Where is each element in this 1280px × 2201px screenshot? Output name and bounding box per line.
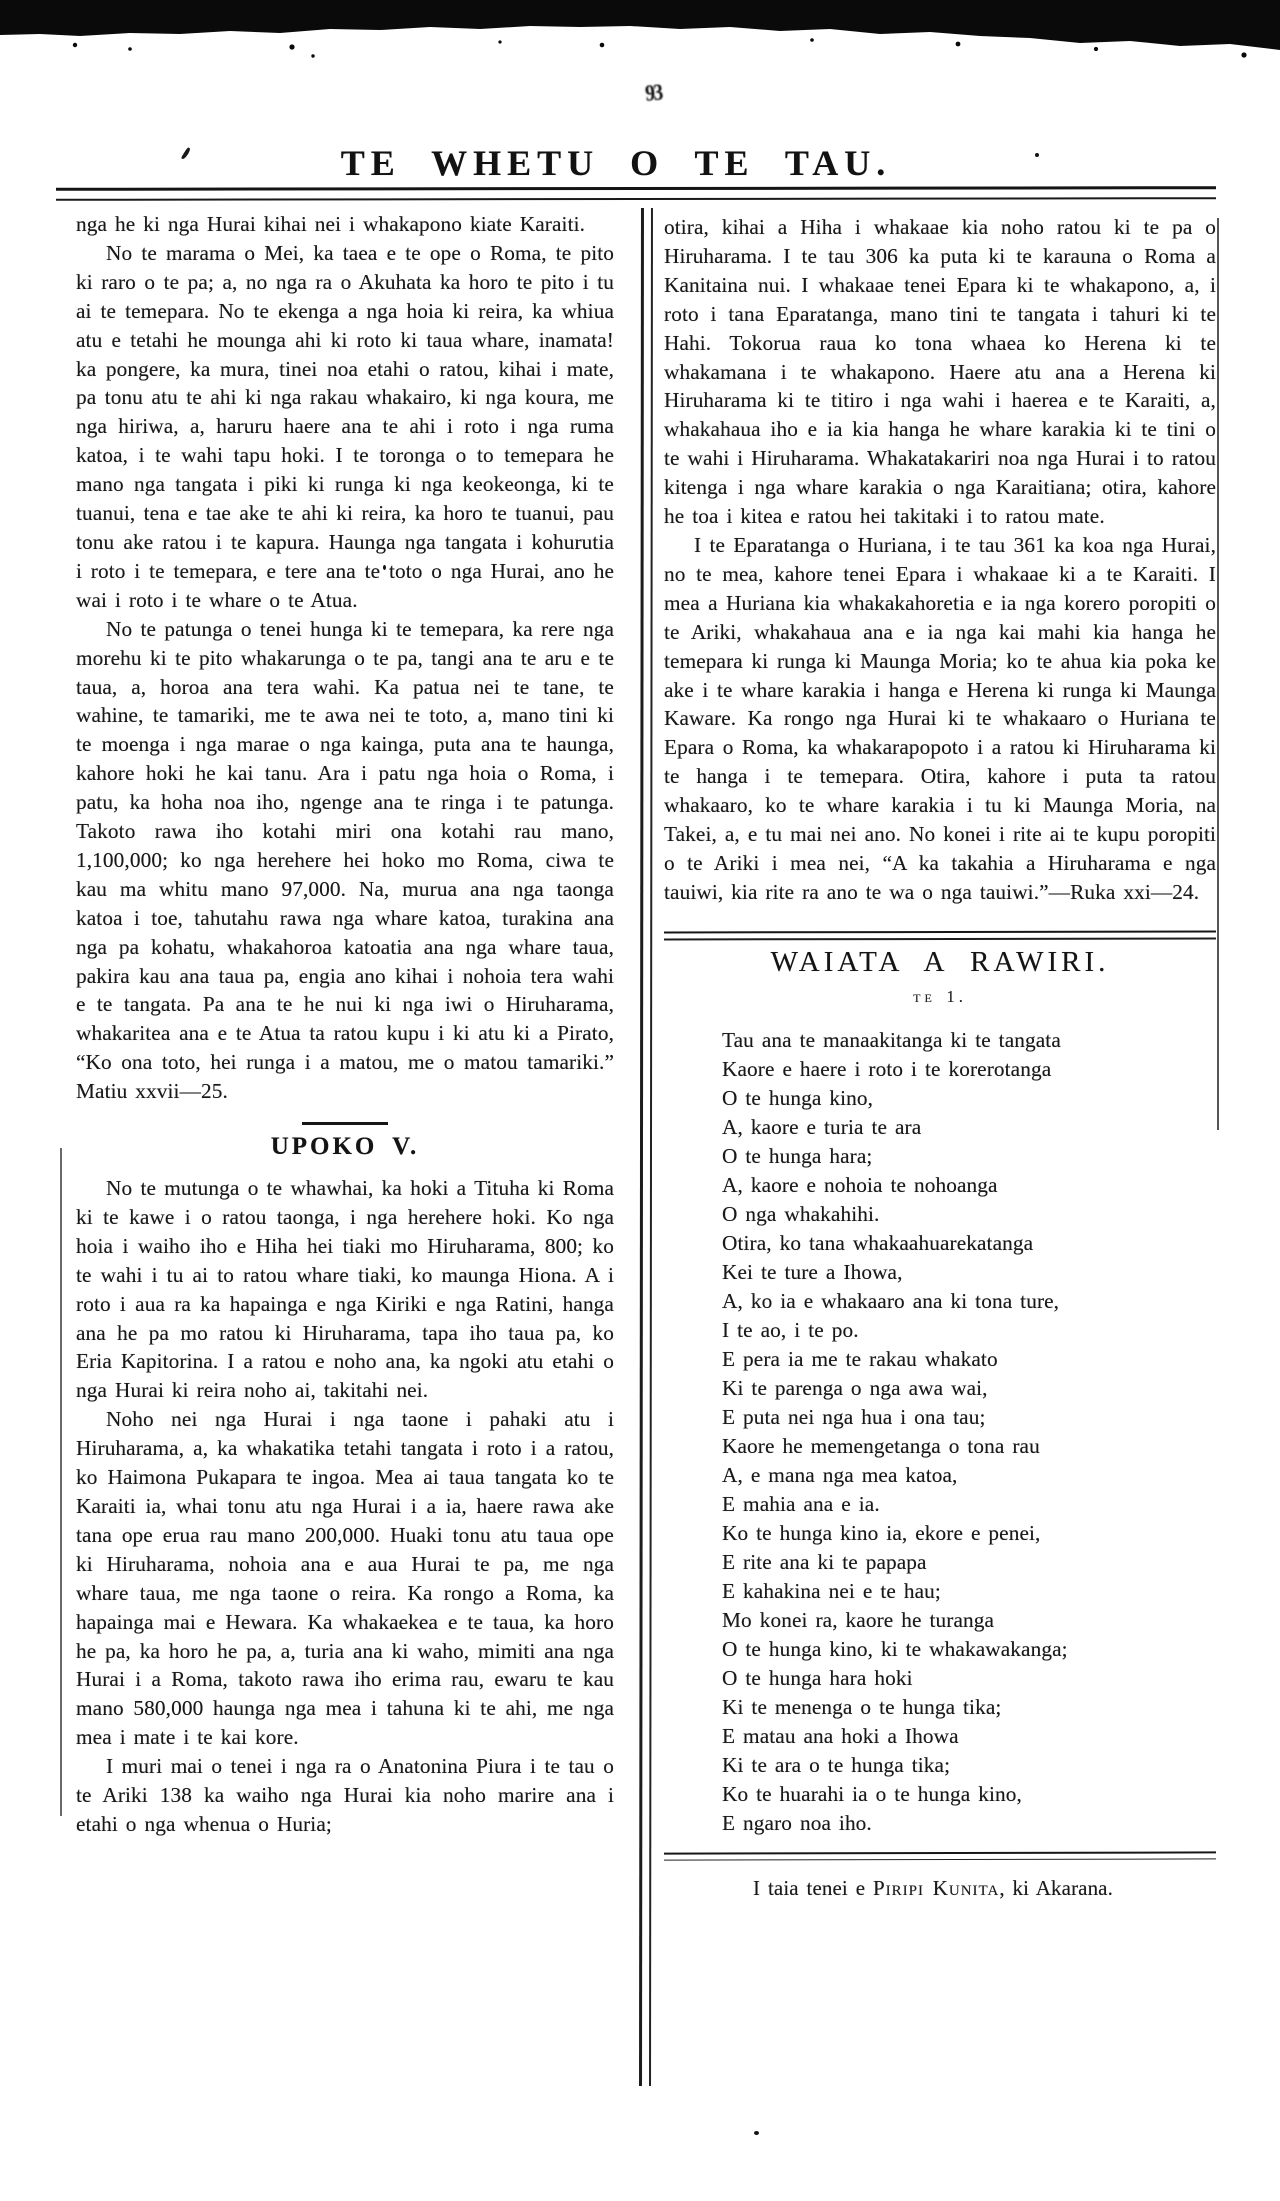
poem-line: Ki te ara o te hunga tika; bbox=[722, 1752, 951, 1777]
printer-name: Piripi Kunita bbox=[872, 1875, 1000, 1900]
poem-line: A, e mana nga mea katoa, bbox=[722, 1462, 958, 1487]
poem-line: E rite ana ki te papapa bbox=[722, 1549, 927, 1574]
poem-line: I te ao, i te po. bbox=[722, 1317, 859, 1342]
paragraph: otira, kihai a Hiha i whakaae kia noho ratou ki te pa o Hiruharama. I te tau 306 ka puta ki te karauna o Roma a Kanitaina nui. I whakaae tenei Epara ki te whakapono, a, i roto i tana Eparatanga, mano tini te tangata i tahuri ki te Hahi. Tokorua raua ko tona whaea ko Herena ki te whakamana i te whakapono. Haere atu ana a Herena ki Hiruharama ki te titiro i nga wahi i haerea e te Karaiti, a, whakahaua iho e ia kia hanga he whare karakia ki te tini o te wahi i Hiruharama. Whakatakariri noa nga Hurai i to ratou kitenga i nga whare karakia o nga Karaitiana; otira, kahore he toa i kitea e ratou hei takitaki i to ratou mate. bbox=[664, 215, 1216, 529]
poem-line: Kaore he memengetanga o tona rau bbox=[722, 1433, 1040, 1458]
colophon-double-rule bbox=[664, 1851, 1216, 1860]
left-column-paragraphs bbox=[76, 210, 614, 1106]
poem-line: Ki te parenga o nga awa wai, bbox=[722, 1375, 988, 1400]
poem-line: O te hunga hara hoki bbox=[722, 1665, 913, 1690]
column-divider-rule bbox=[649, 208, 653, 2086]
paragraph: No te marama o Mei, ka taea e te ope o Roma, te pito ki raro o te pa; a, no nga ra o Akuhata ka horo te pito i tu ai te temepara. No te ekenga a nga hoia ki reira, ka whiua atu e tetahi he mounga ahi ki roto ki taua whare, inamata! ka pongere, ka mura, tinei noa etahi o ratou, kihai i mate, pa tonu atu te ahi ki nga rakau whakairo, ki nga koura, me nga hiriwa, a, haruru haere ana te ahi i roto i nga ruma katoa, i te wahi tapu hoki. I te toronga o to temepara he mano nga tangata i piki ki runga ki nga keokeonga, ki te tuanui, tena e tae ake te ahi ki reira, ka horo te tuanui, pau tonu ake ratou i te kapura. Haunga nga tangata i kohurutia i roto i te temepara, e tere ana te toto o nga Hurai, ano he wai i roto i te whare o te Atua. bbox=[76, 240, 614, 612]
poem-line: E matau ana hoki a Ihowa bbox=[722, 1723, 959, 1748]
page-number-smudge: 93 bbox=[644, 79, 663, 107]
right-column-paragraphs bbox=[664, 213, 1216, 907]
psalm-poem bbox=[722, 1026, 1216, 1838]
left-column bbox=[76, 210, 614, 1839]
poem-line: A, ko ia e whakaaro ana ki tona ture, bbox=[722, 1288, 1060, 1313]
poem-line: E puta nei nga hua i ona tau; bbox=[722, 1404, 986, 1429]
right-column bbox=[664, 213, 1216, 1902]
waiata-heading: WAIATA A RAWIRI. bbox=[770, 945, 1110, 978]
paragraph: I te Eparatanga o Huriana, i te tau 361 ka koa nga Hurai, no te mea, kahore tenei Epara i whakaae ki a te Karaiti. I mea a Huriana kia whakakahoretia e ia nga korero poropiti o te Ariki, whakahaua ana e ia nga kai mahi kia hanga he temepara ki runga ki Maunga Moria; ko te ahua kia poka ke ake i te whare karakia i hanga e Herena ki runga ki Maunga Kaware. Ka rongo nga Hurai ki te whakaaro o Huriana te Epara o Roma, ka whakarapopoto i a ratou ki Hiruharama ki te hanga i te temepara. Otira, kahore i puta ta ratou whakaaro, ko te whare karakia i tu ki Maunga Moria, na Takei, a, e tu mai nei ano. No konei i rite ai te kupu poropiti o te Ariki i mea nei, “A ka takahia a Hiruharama e nga tauiwi, kia rite ra ano te wa o nga tauiwi.”—Ruka xxi—24. bbox=[664, 532, 1216, 904]
poem-line: E ngaro noa iho. bbox=[722, 1810, 872, 1835]
paragraph: nga he ki nga Hurai kihai nei i whakapono kiate Karaiti. bbox=[76, 212, 586, 236]
poem-line: A, kaore e turia te ara bbox=[722, 1114, 922, 1139]
column-divider-rule bbox=[639, 208, 643, 2086]
poem-line: O te hunga kino, bbox=[722, 1085, 874, 1110]
page-edge-line bbox=[1217, 218, 1219, 1130]
poem-line: E pera ia me te rakau whakato bbox=[722, 1346, 998, 1371]
poem-line: O te hunga kino, ki te whakawakanga; bbox=[722, 1636, 1068, 1661]
poem-line: O nga whakahihi. bbox=[722, 1201, 880, 1226]
section-double-rule bbox=[664, 930, 1216, 940]
colophon-prefix: I taia tenei e bbox=[753, 1875, 873, 1900]
page-fold-line bbox=[60, 1148, 62, 1816]
colophon bbox=[664, 1874, 1216, 1903]
poem-line: E mahia ana e ia. bbox=[722, 1491, 880, 1516]
masthead-double-rule bbox=[56, 186, 1216, 201]
masthead-title: TE WHETU O TE TAU. bbox=[340, 143, 892, 183]
chapter-heading: UPOKO V. bbox=[270, 1133, 420, 1161]
colophon-suffix: , ki Akarana. bbox=[999, 1875, 1113, 1900]
waiata-number-label: te 1. bbox=[913, 986, 967, 1006]
scan-edge-artifact bbox=[0, 0, 1280, 70]
poem-line: Ko te hunga kino ia, ekore e penei, bbox=[722, 1520, 1041, 1545]
section-rule bbox=[302, 1122, 388, 1125]
poem-line: O te hunga hara; bbox=[722, 1143, 873, 1168]
paragraph: No te mutunga o te whawhai, ka hoki a Tituha ki Roma ki te kawe i o ratou taonga, i nga herehere hoki. Ko nga hoia i waiho iho e Hiha hei tiaki mo Hiruharama, 800; ko te wahi i tu ai to ratou whare tiaki, ko maunga Hiona. A i roto i aua ra ka hapainga e nga Kiriki e nga Ratini, hanga ana he pa mo ratou ki Hiruharama, tapa iho taua pa, ko Eria Kapitorina. I a ratou e noho ana, ka ngoki atu etahi o nga Hurai ki reira noho ai, takitahi nei. bbox=[76, 1176, 614, 1403]
poem-line: Otira, ko tana whakaahuarekatanga bbox=[722, 1230, 1034, 1255]
ink-speck bbox=[754, 2131, 759, 2135]
poem-line: Kei te ture a Ihowa, bbox=[722, 1259, 903, 1284]
poem-line: Tau ana te manaakitanga ki te tangata bbox=[722, 1027, 1061, 1052]
chapter-paragraphs bbox=[76, 1174, 614, 1839]
poem-line: Ki te menenga o te hunga tika; bbox=[722, 1694, 1002, 1719]
paragraph: I muri mai o tenei i nga ra o Anatonina Piura i te tau o te Ariki 138 ka waiho nga Hurai kia noho marire ana i etahi o nga whenua o Huria; bbox=[76, 1754, 614, 1836]
paragraph: No te patunga o tenei hunga ki te temepara, ka rere nga morehu ki te pito whakarunga o te pa, tangi ana te aru e te taua, a, horoa ana tera wahi. Ka patua nei te tane, te wahine, te tamariki, me te awa nei te toto, a, mano tini ki te moenga i nga marae o nga kainga, puta ana te haunga, kahore hoki he kai tanu. Ara i patu nga hoia o Roma, i patu, ka hoha noa iho, ngenge ana te ringa i te patunga. Takoto rawa iho kotahi miri ona kotahi rau mano, 1,100,000; ko nga herehere hei hoko mo Roma, ciwa te kau ma whitu mano 97,000. Na, murua ana nga taonga katoa i toe, tahutahu rawa nga whare katoa, turakina ana nga pa kohatu, whakahoroa katoatia ana nga whare taua, pakira kau ana taua pa, engia ano kihai i nohoia tera wahi e te tangata. Pa ana te he nui ki nga iwi o Hiruharama, whakaritea ana e te Atua ta ratou kupu i ki atu ki a Pirato, “Ko ona toto, hei runga i a matou, me o matou tamariki.” Matiu xxvii—25. bbox=[76, 616, 614, 1104]
poem-line: Mo konei ra, kaore he turanga bbox=[722, 1607, 995, 1632]
poem-line: A, kaore e nohoia te nohoanga bbox=[722, 1172, 998, 1197]
poem-line: Ko te huarahi ia o te hunga kino, bbox=[722, 1781, 1022, 1806]
paragraph: Noho nei nga Hurai i nga taone i pahaki atu i Hiruharama, a, ka whakatika tetahi tangata i roto i a ratou, ko Haimona Pukapara te ingoa. Mea ai taua tangata ko te Karaiti ia, whai tonu atu nga Hurai i a ia, haere rawa ake tana ope erua rau mano 200,000. Huaki tonu atu taua ope ki Hiruharama, nohoia ana e aua Hurai te pa, me nga whare taua, me nga taone o reira. Ka rongo a Roma, ka hapainga mai e Hewara. Ka whakaekea e te taua, ka horo he pa, ka horo he pa, a, turia ana ki waho, mimiti ana nga Hurai i a Roma, takoto rawa iho erima rau, ewaru te kau mano 580,000 haunga nga mea i tahuna ki te ahi, me nga mea i mate i te kai kore. bbox=[76, 1407, 614, 1750]
poem-line: E kahakina nei e te hau; bbox=[722, 1578, 941, 1603]
poem-line: Kaore e haere i roto i te korerotanga bbox=[722, 1056, 1052, 1081]
